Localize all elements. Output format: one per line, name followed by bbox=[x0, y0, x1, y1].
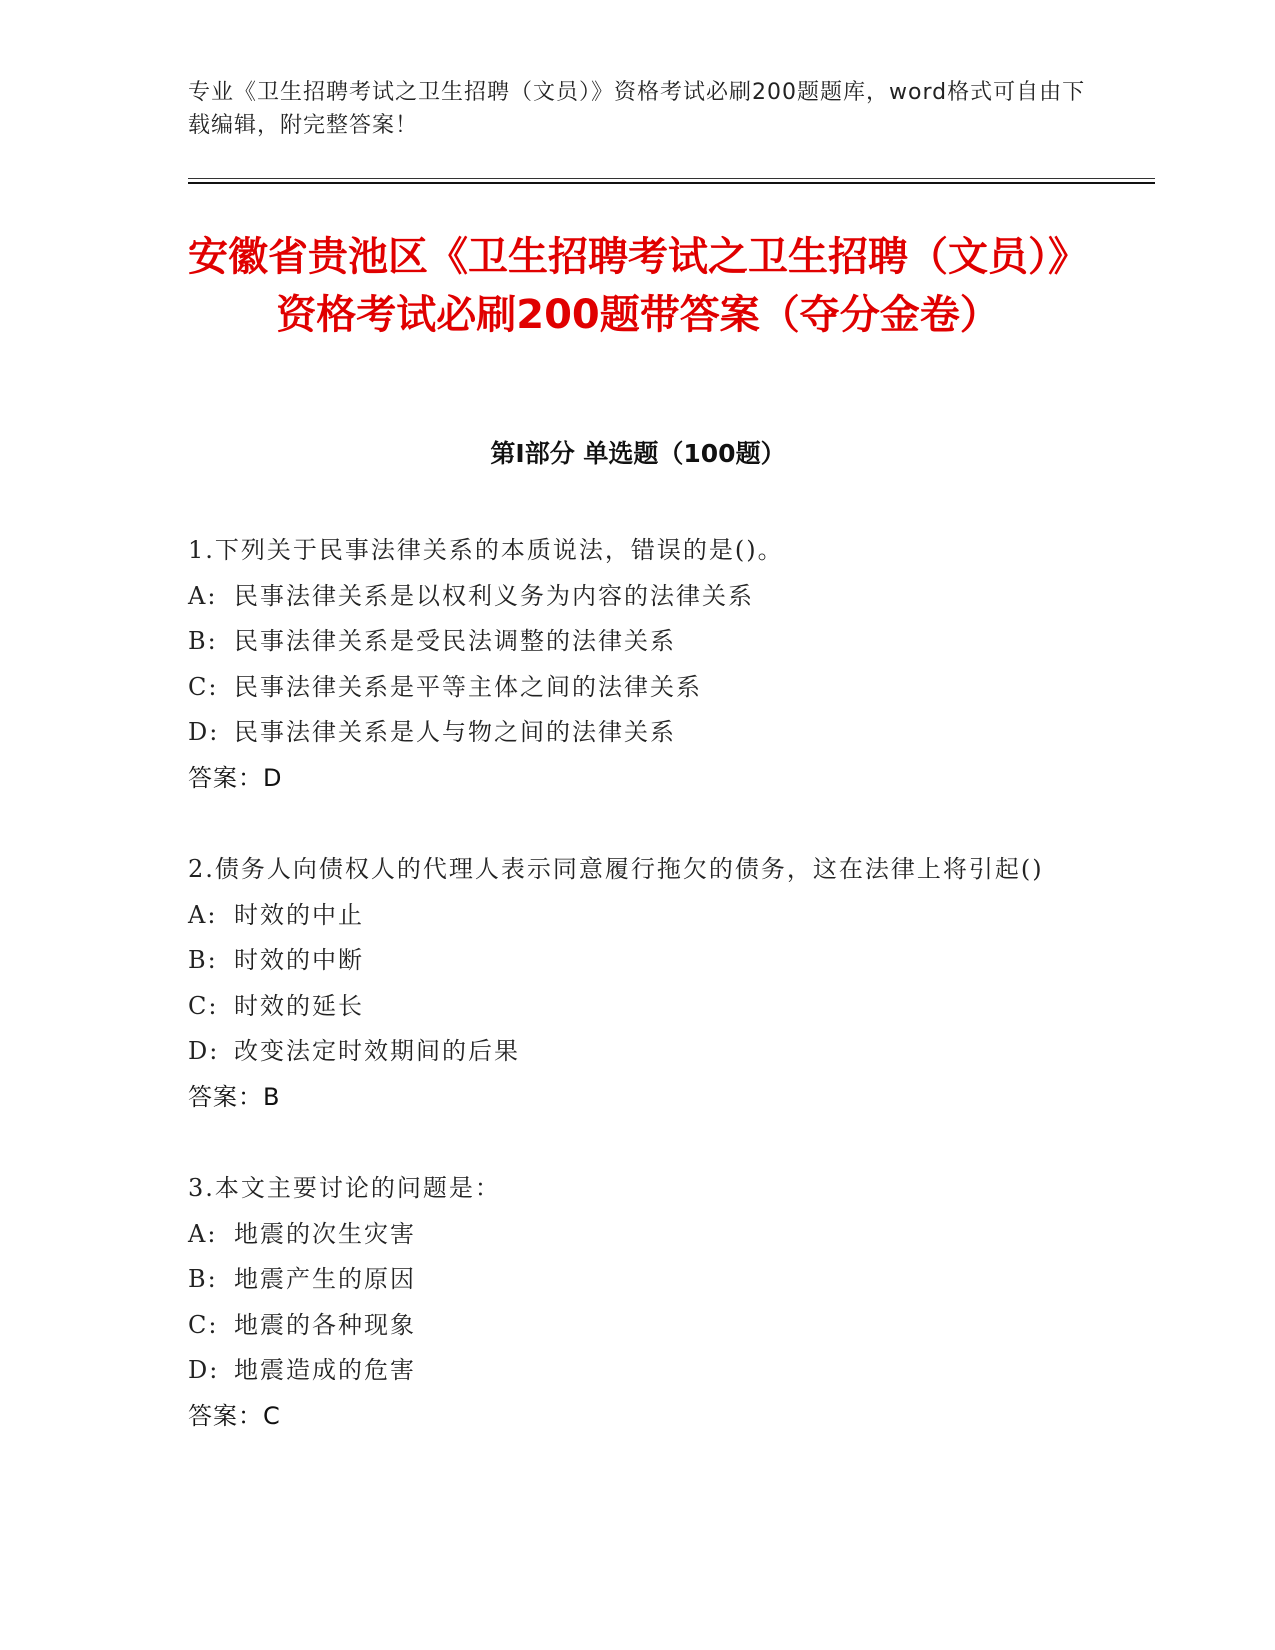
option-c bbox=[188, 1303, 1068, 1349]
question-list bbox=[188, 528, 1068, 1485]
option-c bbox=[188, 665, 1068, 711]
option-text: 时效的中断 bbox=[234, 946, 364, 974]
answer-value: D bbox=[263, 763, 283, 792]
option-text: 地震的各种现象 bbox=[234, 1310, 416, 1339]
option-letter: C: bbox=[188, 991, 219, 1020]
answer-line bbox=[188, 756, 1068, 802]
option-text: 民事法律关系是平等主体之间的法律关系 bbox=[234, 672, 702, 701]
answer-value: C bbox=[263, 1401, 281, 1430]
header-note: 专业《卫生招聘考试之卫生招聘（文员）》资格考试必刷200题题库，word格式可自由下载编辑，附完整答案！ bbox=[188, 80, 1086, 138]
question-item bbox=[188, 1166, 1068, 1439]
answer-line bbox=[188, 1394, 1068, 1440]
option-b bbox=[188, 938, 1068, 984]
option-a bbox=[188, 1212, 1068, 1258]
question-text: 3.本文主要讨论的问题是： bbox=[188, 1174, 501, 1202]
option-d bbox=[188, 1029, 1068, 1075]
option-letter: C: bbox=[188, 1310, 219, 1339]
option-text: 民事法律关系是人与物之间的法律关系 bbox=[234, 718, 676, 746]
answer-label: 答案： bbox=[188, 1401, 263, 1430]
option-text: 改变法定时效期间的后果 bbox=[234, 1037, 520, 1065]
option-b bbox=[188, 1257, 1068, 1303]
option-letter: C: bbox=[188, 672, 219, 701]
question-text: 1.下列关于民事法律关系的本质说法，错误的是()。 bbox=[188, 536, 784, 564]
answer-label: 答案： bbox=[188, 763, 263, 792]
option-letter: D: bbox=[188, 1037, 220, 1065]
answer-label: 答案： bbox=[188, 1082, 263, 1111]
answer-line bbox=[188, 1075, 1068, 1121]
option-text: 民事法律关系是以权利义务为内容的法律关系 bbox=[234, 581, 754, 610]
option-letter: A: bbox=[188, 900, 218, 929]
option-a bbox=[188, 893, 1068, 939]
question-item bbox=[188, 847, 1068, 1120]
option-letter: D: bbox=[188, 718, 220, 746]
option-b bbox=[188, 619, 1068, 665]
option-text: 时效的延长 bbox=[234, 991, 364, 1020]
option-d bbox=[188, 1348, 1068, 1394]
option-letter: B: bbox=[188, 946, 218, 974]
option-letter: D: bbox=[188, 1356, 220, 1384]
option-text: 民事法律关系是受民法调整的法律关系 bbox=[234, 627, 676, 655]
option-text: 时效的中止 bbox=[234, 900, 364, 929]
section-title: 第I部分 单选题（100题） bbox=[490, 439, 786, 468]
document-title: 安徽省贵池区《卫生招聘考试之卫生招聘（文员）》资格考试必刷200题带答案（夺分金卷） bbox=[188, 234, 1088, 338]
option-letter: B: bbox=[188, 627, 218, 655]
option-text: 地震产生的原因 bbox=[234, 1265, 416, 1293]
option-letter: A: bbox=[188, 581, 218, 610]
header-divider-thick bbox=[188, 182, 1155, 184]
option-c bbox=[188, 984, 1068, 1030]
option-text: 地震造成的危害 bbox=[234, 1356, 416, 1384]
option-d bbox=[188, 710, 1068, 756]
answer-value: B bbox=[263, 1082, 281, 1111]
option-letter: A: bbox=[188, 1219, 218, 1248]
question-item bbox=[188, 528, 1068, 801]
option-a bbox=[188, 574, 1068, 620]
option-letter: B: bbox=[188, 1265, 218, 1293]
option-text: 地震的次生灾害 bbox=[234, 1219, 416, 1248]
header-divider-thin bbox=[188, 178, 1155, 179]
question-text: 2.债务人向债权人的代理人表示同意履行拖欠的债务，这在法律上将引起() bbox=[188, 855, 1044, 883]
